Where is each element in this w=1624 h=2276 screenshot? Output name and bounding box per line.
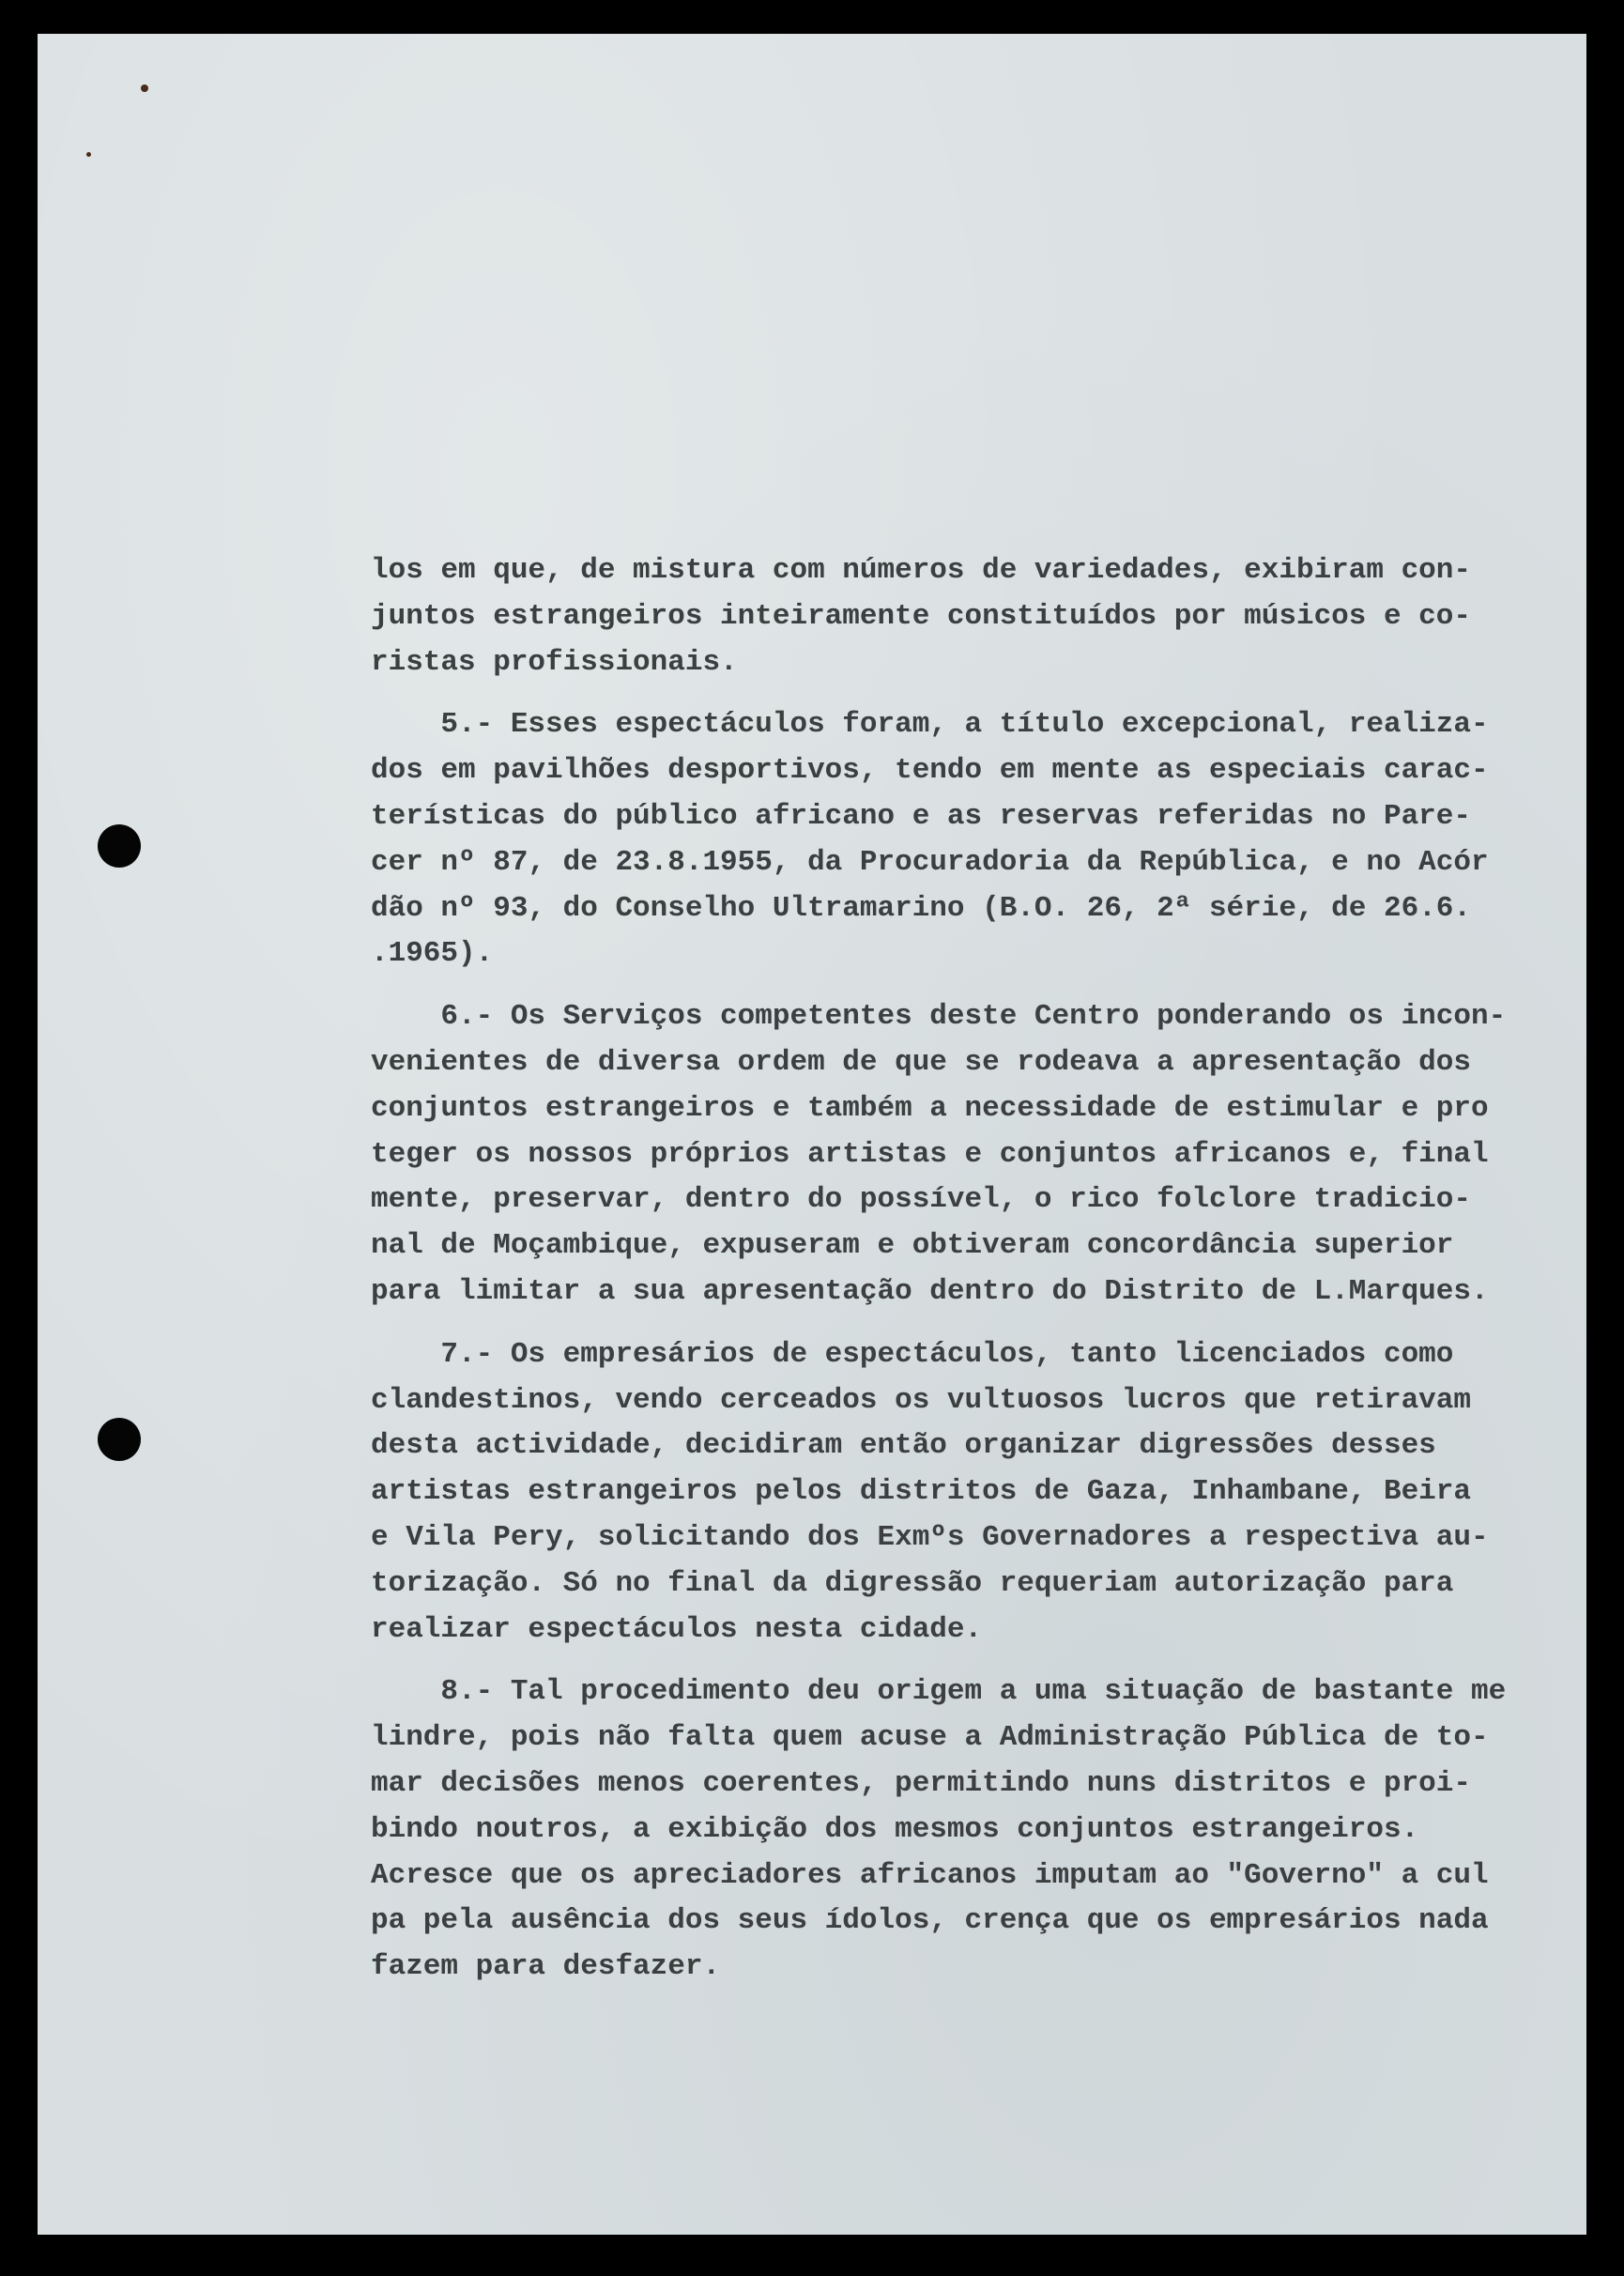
text-line: realizar espectáculos nesta cidade. xyxy=(371,1612,983,1646)
paragraph xyxy=(371,1669,1563,1991)
paragraph-gap xyxy=(371,977,1563,994)
text-line: dos em pavilhões desportivos, tendo em mente as especiais carac- xyxy=(371,754,1489,788)
paragraph xyxy=(371,548,1563,685)
paragraph xyxy=(371,1332,1563,1653)
typed-letter-body xyxy=(371,548,1563,1991)
text-line: cer nº 87, de 23.8.1955, da Procuradoria da República, e no Acór xyxy=(371,845,1489,879)
text-line: lindre, pois não falta quem acuse a Administração Pública de to- xyxy=(371,1721,1489,1755)
paragraph xyxy=(371,994,1563,1315)
text-line: fazem para desfazer. xyxy=(371,1950,721,1984)
text-line: torização. Só no final da digressão requeriam autorização para xyxy=(371,1566,1454,1600)
text-line: bindo noutros, a exibição dos mesmos conjuntos estrangeiros. xyxy=(371,1812,1419,1846)
text-line: mar decisões menos coerentes, permitindo nuns distritos e proi- xyxy=(371,1766,1471,1800)
text-line: .1965). xyxy=(371,937,494,971)
text-line: teger os nossos próprios artistas e conjuntos africanos e, final xyxy=(371,1137,1489,1171)
paragraph-gap xyxy=(371,685,1563,702)
text-line: desta actividade, decidiram então organizar digressões desses xyxy=(371,1429,1436,1463)
text-line: artistas estrangeiros pelos distritos de Gaza, Inhambane, Beira xyxy=(371,1475,1471,1509)
text-line: clandestinos, vendo cerceados os vultuosos lucros que retiravam xyxy=(371,1383,1471,1417)
text-line: e Vila Pery, solicitando dos Exmºs Governadores a respectiva au- xyxy=(371,1520,1489,1554)
text-line: 6.- Os Serviços competentes deste Centro ponderando os incon- xyxy=(371,1000,1507,1034)
text-line: nal de Moçambique, expuseram e obtiveram concordância superior xyxy=(371,1229,1454,1263)
paragraph xyxy=(371,702,1563,977)
paragraph-gap xyxy=(371,1653,1563,1669)
text-line: 5.- Esses espectáculos foram, a título excepcional, realiza- xyxy=(371,708,1489,742)
text-line: Acresce que os apreciadores africanos imputam ao "Governo" a cul xyxy=(371,1858,1489,1892)
text-line: conjuntos estrangeiros e também a necessidade de estimular e pro xyxy=(371,1091,1489,1125)
ink-speck xyxy=(86,152,91,157)
text-line: pa pela ausência dos seus ídolos, crença que os empresários nada xyxy=(371,1904,1489,1938)
punch-hole-top xyxy=(98,824,141,868)
text-line: terísticas do público africano e as reservas referidas no Pare- xyxy=(371,799,1471,833)
text-line: los em que, de mistura com números de variedades, exibiram con- xyxy=(371,554,1471,587)
text-line: venientes de diversa ordem de que se rodeava a apresentação dos xyxy=(371,1045,1471,1079)
text-line: ristas profissionais. xyxy=(371,645,738,679)
text-line: 8.- Tal procedimento deu origem a uma situação de bastante me xyxy=(371,1675,1507,1709)
ink-speck xyxy=(141,85,148,92)
text-line: mente, preservar, dentro do possível, o rico folclore tradicio- xyxy=(371,1183,1471,1217)
text-line: dão nº 93, do Conselho Ultramarino (B.O. 26, 2ª série, de 26.6. xyxy=(371,891,1471,925)
text-line: 7.- Os empresários de espectáculos, tanto licenciados como xyxy=(371,1337,1454,1371)
paragraph-gap xyxy=(371,1315,1563,1332)
punch-hole-bottom xyxy=(98,1418,141,1461)
text-line: juntos estrangeiros inteiramente constituídos por músicos e co- xyxy=(371,599,1471,633)
text-line: para limitar a sua apresentação dentro do Distrito de L.Marques. xyxy=(371,1274,1489,1308)
